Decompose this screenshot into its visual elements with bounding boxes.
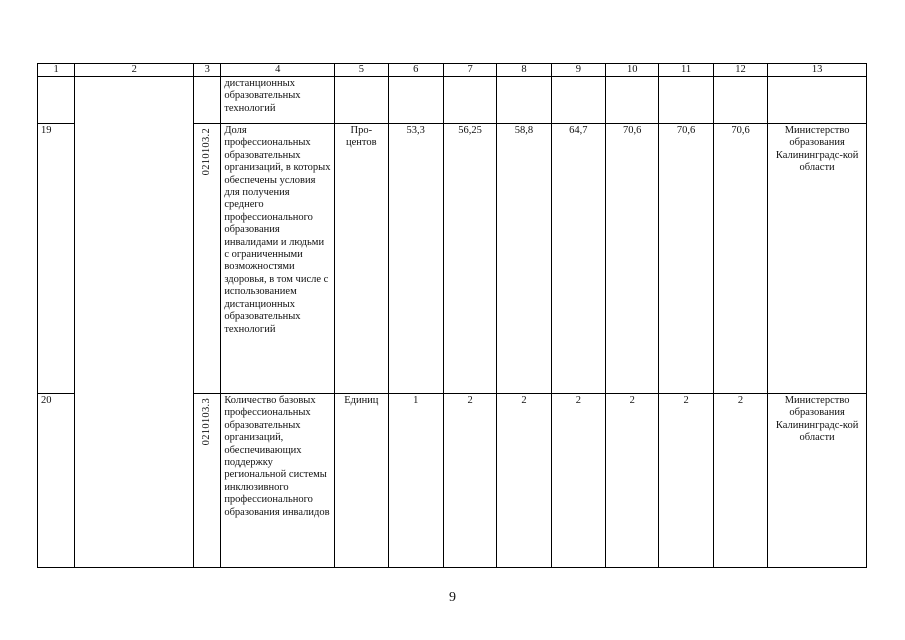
column-header: 6 [388, 64, 443, 77]
column-header: 3 [194, 64, 221, 77]
continuation-row [38, 77, 867, 124]
value-cell: 2 [443, 394, 496, 568]
column-header: 12 [713, 64, 767, 77]
column-header: 2 [75, 64, 194, 77]
indicator-code-cell [194, 124, 221, 394]
indicator-code: 0210103.3 [201, 398, 213, 446]
column-header: 7 [443, 64, 496, 77]
unit: Единиц [335, 394, 388, 568]
value-cell: 58,8 [497, 124, 551, 394]
value-cell: 2 [659, 394, 713, 568]
indicator-code-cell [194, 394, 221, 568]
value-cell: 70,6 [606, 124, 659, 394]
column-header: 9 [551, 64, 605, 77]
column-header: 1 [38, 64, 75, 77]
column-header: 11 [659, 64, 713, 77]
page-number: 9 [449, 590, 456, 605]
value-cell: 70,6 [659, 124, 713, 394]
value-cell: 2 [497, 394, 551, 568]
column-header: 13 [768, 64, 867, 77]
merged-cell [75, 77, 194, 568]
indicator-name: Количество базовых профессиональных образовательных организаций, обеспечивающих поддержку региональной системы инклюзивного профессионального образования инвалидов [221, 394, 335, 568]
responsible-body: Министерство образования Калининградс-кой области [768, 394, 867, 568]
value-cell: 2 [551, 394, 605, 568]
value-cell: 56,25 [443, 124, 496, 394]
value-cell: 53,3 [388, 124, 443, 394]
column-number-row [38, 64, 867, 77]
responsible-body: Министерство образования Калининградс-кой области [768, 124, 867, 394]
value-cell: 2 [713, 394, 767, 568]
value-cell: 1 [388, 394, 443, 568]
indicator-name-continued: дистанционных образовательных технологий [221, 77, 335, 124]
indicator-table [37, 63, 867, 568]
column-header: 5 [335, 64, 388, 77]
column-header: 8 [497, 64, 551, 77]
column-header: 4 [221, 64, 335, 77]
row-number: 20 [38, 394, 75, 568]
unit: Про-центов [335, 124, 388, 394]
column-header: 10 [606, 64, 659, 77]
value-cell: 70,6 [713, 124, 767, 394]
indicator-code: 0210103.2 [201, 128, 213, 176]
indicator-name: Доля профессиональных образовательных организаций, в которых обеспечены условия для получения среднего профессионального образования инвалидами и людьми с ограниченными возможностями здоровья, в том числе с использованием дистанционных образовательных технологий [221, 124, 335, 394]
value-cell: 2 [606, 394, 659, 568]
value-cell: 64,7 [551, 124, 605, 394]
row-number: 19 [38, 124, 75, 394]
